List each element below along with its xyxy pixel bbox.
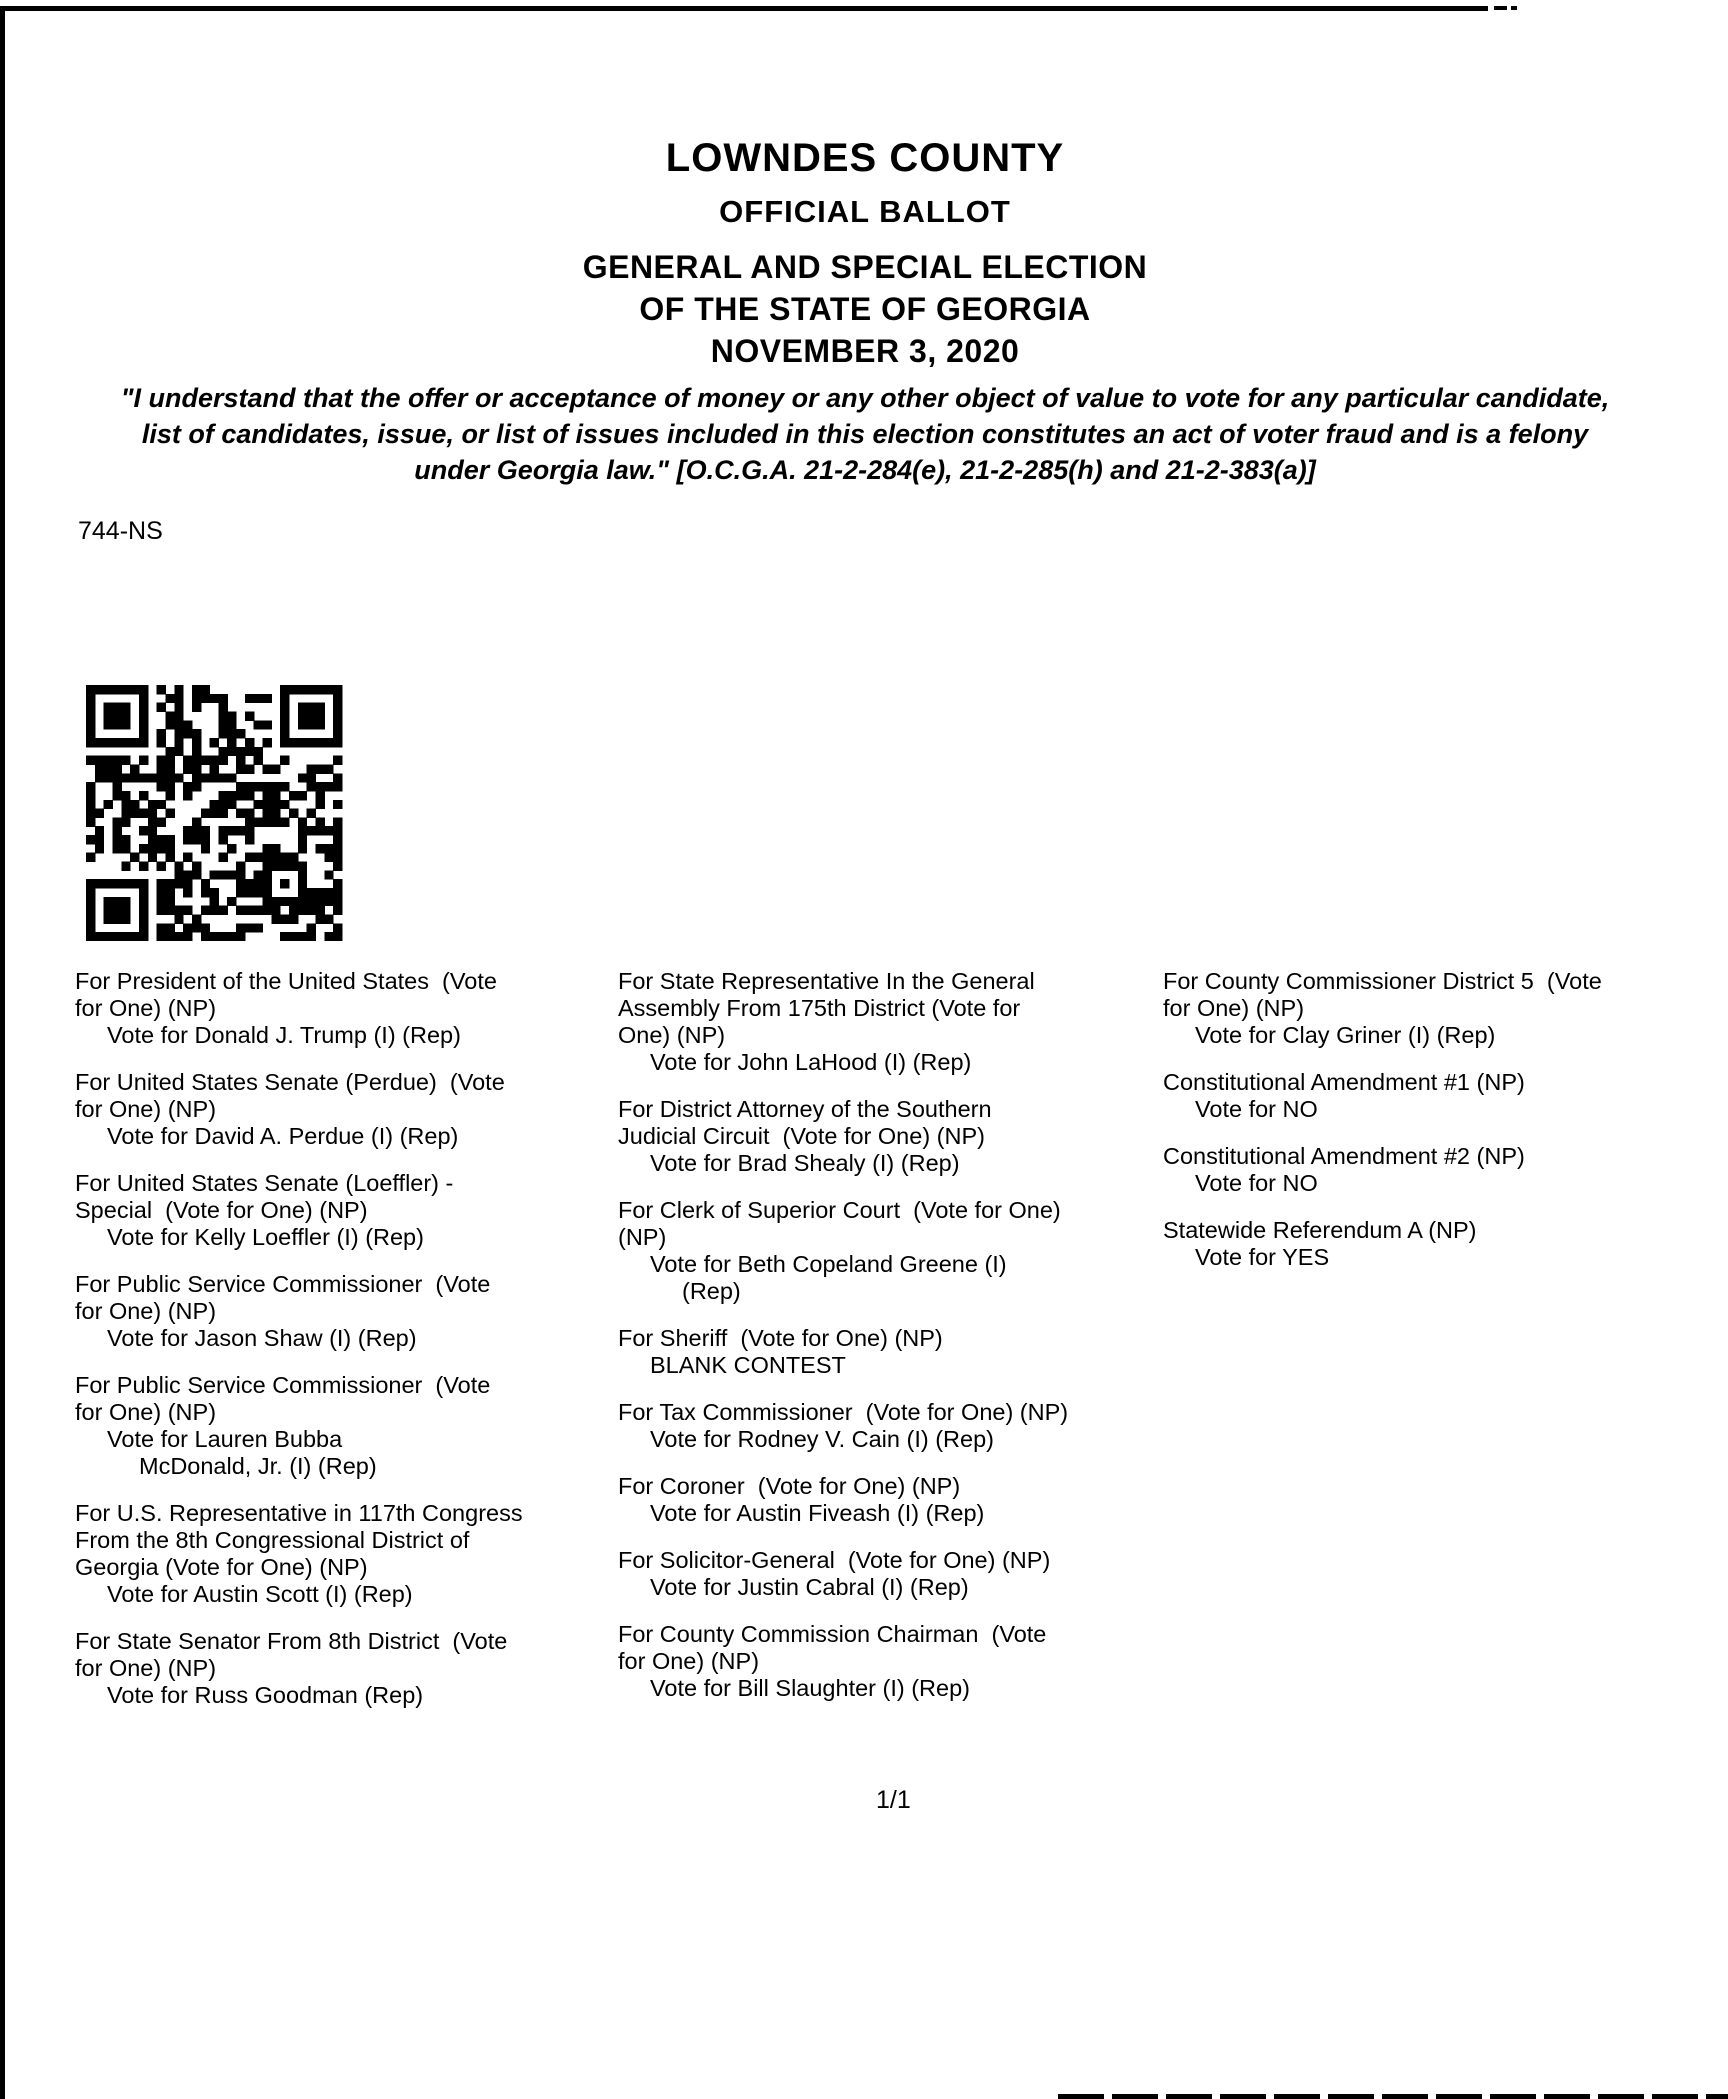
vote-line: Vote for Russ Goodman (Rep) xyxy=(107,1682,424,1708)
contest-title-line: For United States Senate (Perdue) (Vote xyxy=(75,1069,505,1095)
vote-line: McDonald, Jr. (I) (Rep) xyxy=(139,1453,377,1479)
vote-line: Vote for Rodney V. Cain (I) (Rep) xyxy=(650,1426,994,1452)
ballot-style-number: 744-NS xyxy=(78,517,163,545)
vote-line: Vote for Austin Scott (I) (Rep) xyxy=(107,1581,413,1607)
contest-title-line: For President of the United States (Vote xyxy=(75,968,497,994)
vote-line: Vote for Lauren Bubba xyxy=(107,1426,343,1452)
contest-block xyxy=(618,968,1166,1076)
vote-line: (Rep) xyxy=(682,1278,741,1304)
vote-line: Vote for John LaHood (I) (Rep) xyxy=(650,1049,972,1075)
contest-block xyxy=(1163,1217,1728,1271)
contest-title-line: Georgia (Vote for One) (NP) xyxy=(75,1554,368,1580)
contest-title-line: For Coroner (Vote for One) (NP) xyxy=(618,1473,961,1499)
page-border-left xyxy=(0,6,5,2099)
contest-title-line: (NP) xyxy=(618,1224,667,1250)
election-title-line2: OF THE STATE OF GEORGIA xyxy=(639,291,1091,327)
contest-title-line: for One) (NP) xyxy=(75,1298,217,1324)
contest-block xyxy=(1163,968,1728,1049)
vote-line: Vote for YES xyxy=(1195,1244,1330,1270)
contest-block xyxy=(618,1399,1166,1453)
page-border-top xyxy=(0,6,1488,11)
contest-title-line: For County Commission Chairman (Vote xyxy=(618,1621,1047,1647)
contest-block xyxy=(75,968,623,1049)
contest-title-line: From the 8th Congressional District of xyxy=(75,1527,470,1553)
contest-title-line: For Sheriff (Vote for One) (NP) xyxy=(618,1325,943,1351)
contest-title-line: for One) (NP) xyxy=(75,1096,217,1122)
contest-title-line: For County Commissioner District 5 (Vote xyxy=(1163,968,1602,994)
contest-column-2 xyxy=(618,968,1166,1722)
contest-block xyxy=(75,1372,623,1480)
contest-block xyxy=(75,1069,623,1150)
contest-column-3 xyxy=(1163,968,1728,1291)
contest-title-line: Special (Vote for One) (NP) xyxy=(75,1197,368,1223)
contest-block xyxy=(75,1170,623,1251)
contest-title-line: For State Representative In the General xyxy=(618,968,1035,994)
contest-title-line: Statewide Referendum A (NP) xyxy=(1163,1217,1477,1243)
vote-line: Vote for Jason Shaw (I) (Rep) xyxy=(107,1325,417,1351)
vote-line: Vote for NO xyxy=(1195,1170,1318,1196)
contest-title-line: Assembly From 175th District (Vote for xyxy=(618,995,1021,1021)
vote-line: Vote for NO xyxy=(1195,1096,1318,1122)
voter-fraud-notice-line: "I understand that the offer or acceptance of money or any other object of value to vote for any particular candidate, xyxy=(120,383,1610,413)
contest-title-line: for One) (NP) xyxy=(1163,995,1305,1021)
county-title: LOWNDES COUNTY xyxy=(665,136,1065,180)
vote-line: Vote for Donald J. Trump (I) (Rep) xyxy=(107,1022,461,1048)
contest-title-line: For United States Senate (Loeffler) - xyxy=(75,1170,454,1196)
ballot-type-title: OFFICIAL BALLOT xyxy=(719,194,1011,229)
contest-block xyxy=(618,1197,1166,1305)
vote-line: Vote for Justin Cabral (I) (Rep) xyxy=(650,1574,969,1600)
vote-line: Vote for Clay Griner (I) (Rep) xyxy=(1195,1022,1496,1048)
contest-title-line: For Public Service Commissioner (Vote xyxy=(75,1271,491,1297)
vote-line: Vote for Kelly Loeffler (I) (Rep) xyxy=(107,1224,424,1250)
contest-block xyxy=(618,1096,1166,1177)
contest-block xyxy=(618,1325,1166,1379)
page-number: 1/1 xyxy=(876,1786,911,1814)
vote-line: Vote for Austin Fiveash (I) (Rep) xyxy=(650,1500,985,1526)
contest-title-line: For Clerk of Superior Court (Vote for One) xyxy=(618,1197,1061,1223)
qr-code xyxy=(76,685,352,941)
contest-title-line: for One) (NP) xyxy=(75,1655,217,1681)
contest-title-line: For Tax Commissioner (Vote for One) (NP) xyxy=(618,1399,1069,1425)
vote-line: Vote for Beth Copeland Greene (I) xyxy=(650,1251,1007,1277)
contest-title-line: Constitutional Amendment #1 (NP) xyxy=(1163,1069,1525,1095)
contest-title-line: For Public Service Commissioner (Vote xyxy=(75,1372,491,1398)
contest-title-line: For District Attorney of the Southern xyxy=(618,1096,992,1122)
contest-column-1 xyxy=(75,968,623,1729)
voter-fraud-notice-line: under Georgia law." [O.C.G.A. 21-2-284(e), 21-2-285(h) and 21-2-383(a)] xyxy=(414,455,1316,485)
contest-title-line: for One) (NP) xyxy=(75,995,217,1021)
contest-title-line: for One) (NP) xyxy=(618,1648,760,1674)
election-title-line1: GENERAL AND SPECIAL ELECTION xyxy=(582,249,1148,285)
contest-block xyxy=(75,1500,623,1608)
vote-line: BLANK CONTEST xyxy=(650,1352,846,1378)
page-border-top-dash xyxy=(1511,6,1517,10)
election-title xyxy=(40,246,1690,372)
contest-title-line: For Solicitor-General (Vote for One) (NP) xyxy=(618,1547,1051,1573)
contest-title-line: One) (NP) xyxy=(618,1022,726,1048)
contest-block xyxy=(618,1621,1166,1702)
vote-line: Vote for David A. Perdue (I) (Rep) xyxy=(107,1123,459,1149)
contest-block xyxy=(75,1271,623,1352)
contest-block xyxy=(75,1628,623,1709)
contest-title-line: For State Senator From 8th District (Vote xyxy=(75,1628,508,1654)
voter-fraud-notice-line: list of candidates, issue, or list of issues included in this election constitutes an act of voter fraud and is a felony xyxy=(141,419,1589,449)
contest-title-line: Judicial Circuit (Vote for One) (NP) xyxy=(618,1123,985,1149)
contest-block xyxy=(618,1547,1166,1601)
contest-title-line: For U.S. Representative in 117th Congress xyxy=(75,1500,523,1526)
vote-line: Vote for Bill Slaughter (I) (Rep) xyxy=(650,1675,970,1701)
election-date: NOVEMBER 3, 2020 xyxy=(710,333,1020,369)
page-border-bottom-dashed xyxy=(1058,2094,1728,2099)
page-border-top-dash xyxy=(1494,6,1507,10)
contest-title-line: for One) (NP) xyxy=(75,1399,217,1425)
contest-block xyxy=(1163,1143,1728,1197)
contest-block xyxy=(1163,1069,1728,1123)
vote-line: Vote for Brad Shealy (I) (Rep) xyxy=(650,1150,960,1176)
contest-title-line: Constitutional Amendment #2 (NP) xyxy=(1163,1143,1525,1169)
contest-block xyxy=(618,1473,1166,1527)
voter-fraud-notice xyxy=(40,380,1690,488)
